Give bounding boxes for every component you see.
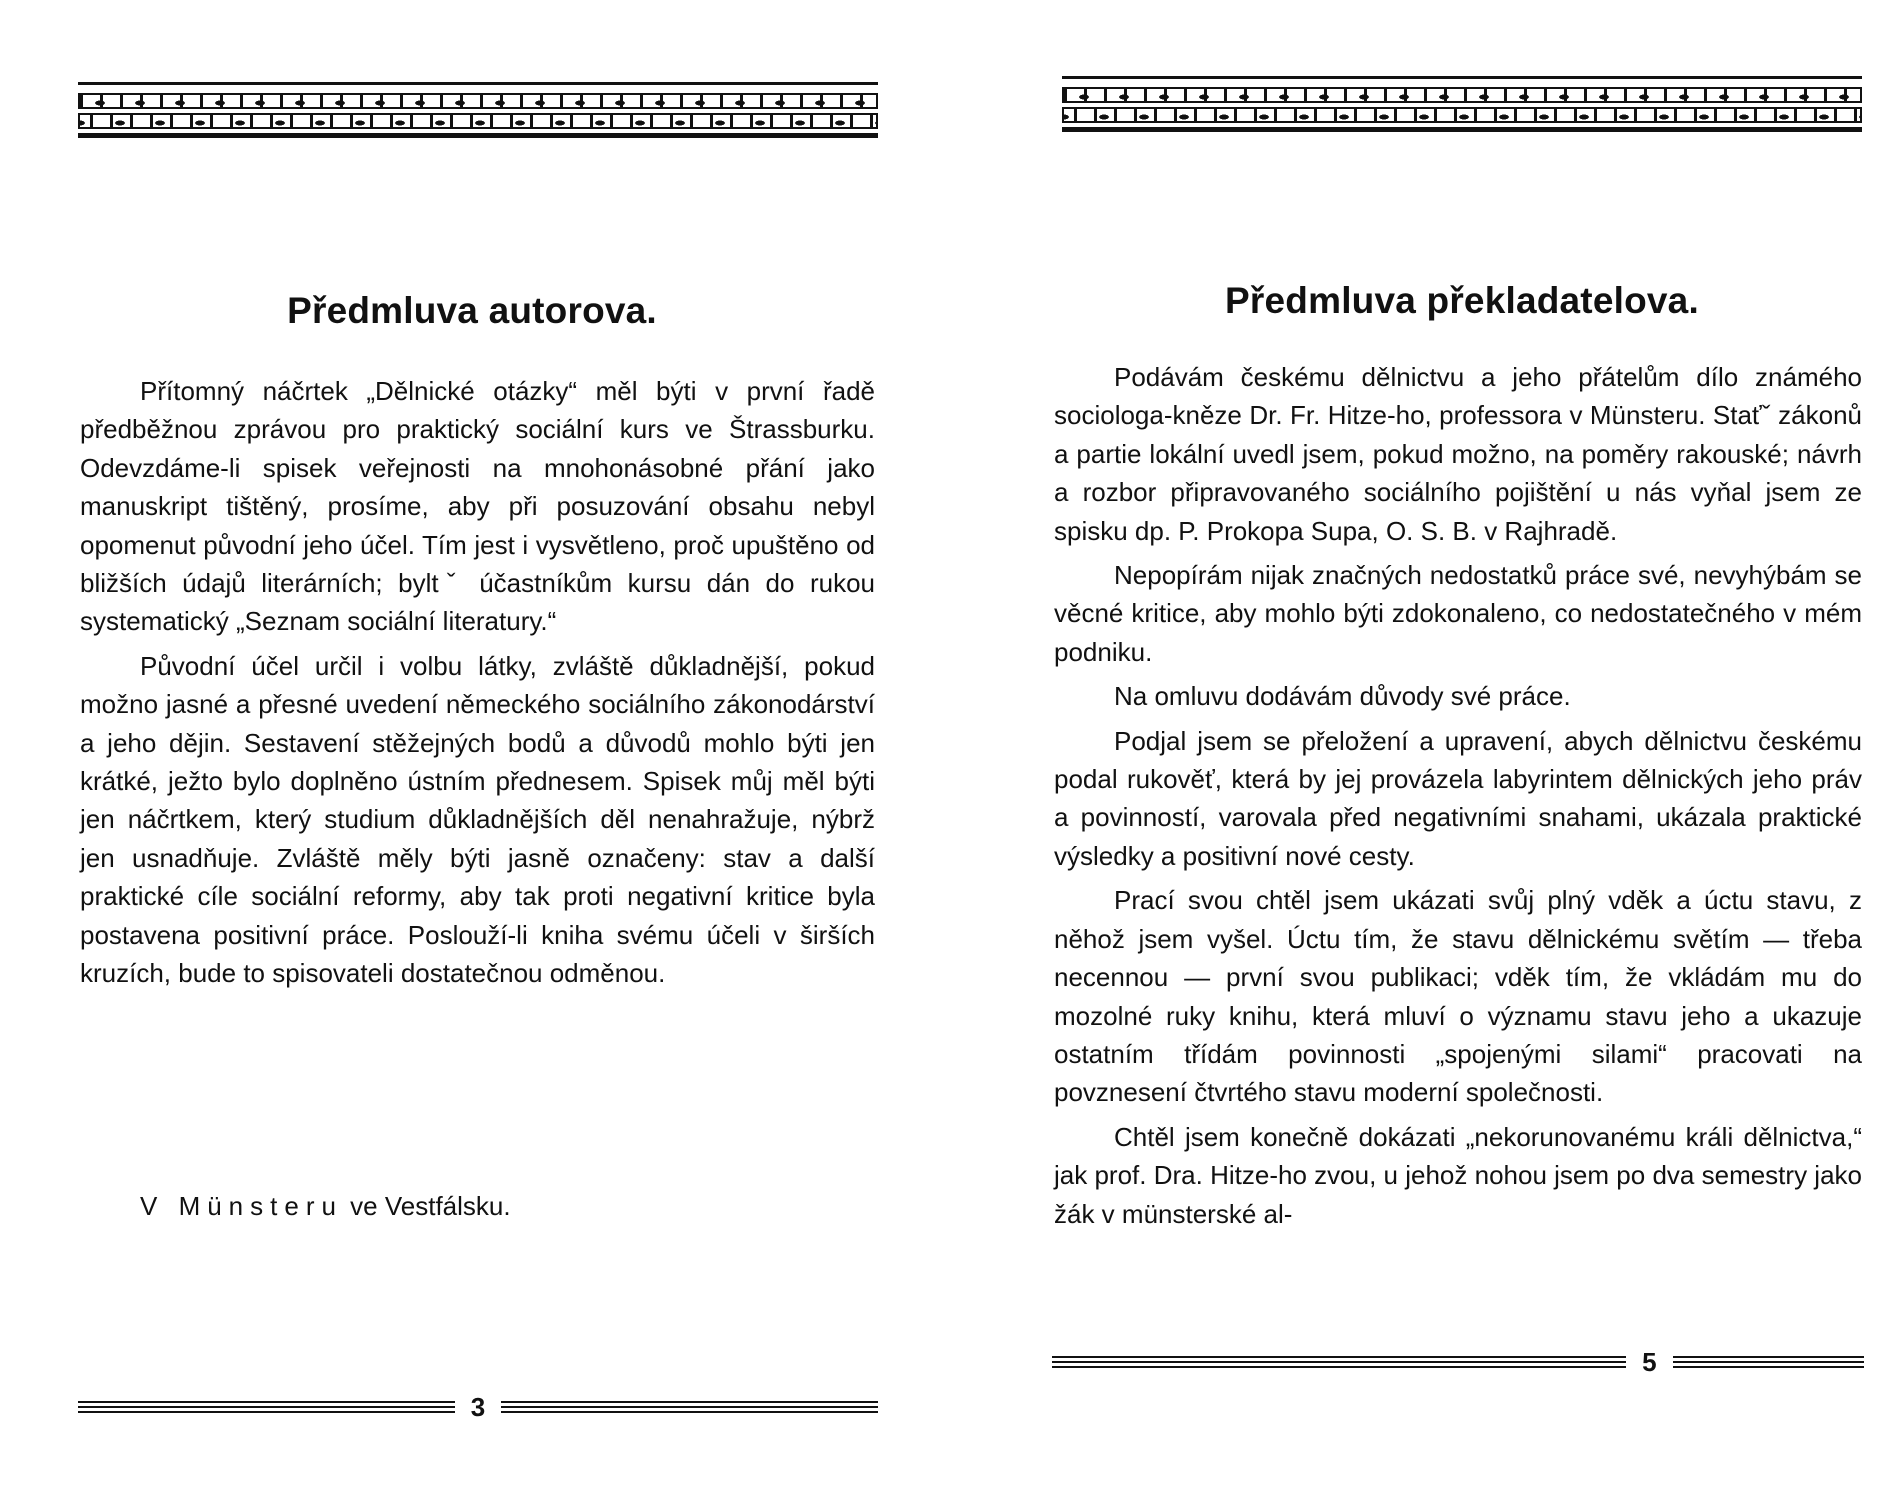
- body-text: [80, 372, 875, 999]
- header-ornament: [1062, 76, 1862, 132]
- paragraph: Chtěl jsem konečně dokázati „nekorunovanému králi dělnictva,“ jak prof. Dra. Hitze-ho zvou, u jehož nohou jsem po dva semestry jako žák v münsterské al-: [1054, 1121, 1862, 1229]
- paragraph: Podávám českému dělnictvu a jeho přátelům dílo známého sociologa-kněze Dr. Fr. Hitze-ho, professora v Münsteru. Staťˇ zákonů a partie lokální uvedl jsem, pokud možno, na poměry rakouské; návrh a rozbor připravovaného sociálního pojištění u nás vyňal jsem ze spisku dp. P. Prokopa Supa, O. S. B. v Rajhradě.: [1054, 362, 1862, 546]
- paragraph: Prací svou chtěl jsem ukázati svůj plný vděk a úctu stavu, z něhož jsem vyšel. Úctu tím, že stavu dělnickému světím — třeba necennou — první svou publikaci; vděk tím, že vkládám mu do mozolné ruky knihu, která mluví o významu stavu jeho a ukazuje ostatním třídám povinnosti „spojenými silami“ pracovati na povznesení čtvrtého stavu moderní společnosti.: [1054, 885, 1862, 1108]
- page-number: 5: [1642, 1346, 1657, 1377]
- place-region: ve Vestfálsku.: [342, 1191, 511, 1221]
- page-title: Předmluva autorova.: [287, 290, 657, 331]
- header-ornament: [78, 82, 878, 138]
- paragraph: Původní účel určil i volbu látky, zvláště důkladnější, pokud možno jasné a přesné uvedení německého sociálního zákonodárství a jeho dějin. Sestavení stěžejných bodů a důvodů mohlo býti jen krátké, ježto bylo doplněno ústním přednesem. Spisek můj měl býti jen náčrtkem, který studium důkladnějších děl nenahražuje, nýbrž jen usnadňuje. Zvláště měly býti jasně označeny: stav a další praktické cíle sociální reformy, aby tak proti negativní kritice byla postavena positivní práce. Poslouží-li kniha svému účeli v širších kruzích, bude to spisovateli dostatečnou odměnou.: [80, 650, 875, 989]
- paragraph: Nepopírám nijak značných nedostatků práce své, nevyhýbám se věcné kritice, aby mohlo býti zdokonaleno, co nedostatečného v mém podniku.: [1054, 560, 1862, 667]
- right-page: [944, 0, 1888, 1500]
- place-name: V Münsteru: [140, 1191, 343, 1221]
- footer-rule: [1673, 1356, 1864, 1369]
- paragraph: Přítomný náčrtek „Dělnické otázky“ měl býti v první řadě předběžnou zprávou pro praktický sociální kurs ve Štrassburku. Odevzdáme-li spisek veřejnosti na mnohonásobné přání jako manuskript tištěný, prosíme, aby při posuzování obsahu nebyl opomenut původní jeho účel. Tím jest i vysvětleno, proč upuštěno od bližších údajů literárních; byltˇ účastníkům kursu dán do rukou systematický „Seznam sociální literatury.“: [80, 376, 875, 637]
- paragraph: Na omluvu dodávám důvody své práce.: [1114, 681, 1571, 712]
- page-footer: [1052, 1346, 1864, 1377]
- body-text: [1054, 358, 1862, 1239]
- footer-rule: [501, 1401, 878, 1414]
- place-line: [140, 1191, 511, 1222]
- footer-rule: [1052, 1356, 1626, 1369]
- footer-rule: [78, 1401, 455, 1414]
- page-footer: [78, 1391, 878, 1422]
- page-number: 3: [470, 1391, 486, 1422]
- page-title: Předmluva překladatelova.: [1225, 280, 1699, 321]
- paragraph: Podjal jsem se přeložení a upravení, abych dělnictvu českému podal rukověť, která by jej provázela labyrintem dělnických jeho práv a povinností, varovala před negativními snahami, ukázala praktické výsledky a positivní nové cesty.: [1054, 725, 1862, 871]
